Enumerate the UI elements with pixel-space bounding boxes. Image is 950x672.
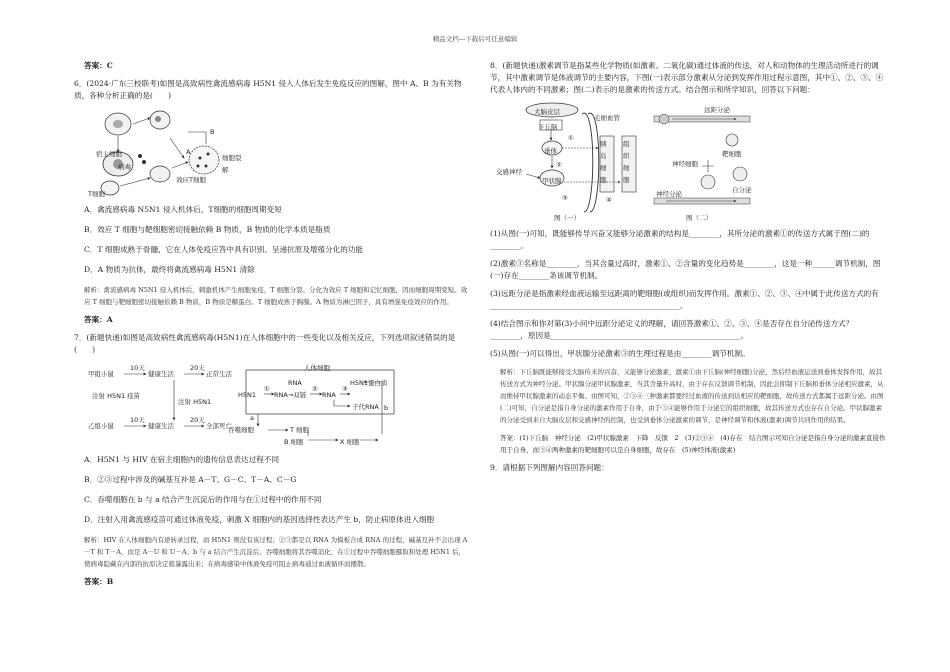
q7-stem: 7．(新题快递)如图是高致病性禽流感病毒(H5N1)在人体细胞中的一些变化以及相关反应，下列选项叙述错误的是( ) (74, 333, 456, 354)
q8-label-neuro: 神经细胞 (672, 160, 698, 168)
q8-label-target: 靶细胞 (722, 150, 742, 158)
q7-option-c: C．吞噬细胞在 b 与 a 结合产生沉淀后的作用与在①过程中的作用不同 (84, 495, 322, 504)
q7-label-rna: RNA (288, 379, 302, 387)
right-column (490, 60, 886, 480)
q6-answer: 答案：A (84, 315, 113, 324)
q7-label-healthy-a: 健康生活 (148, 370, 174, 378)
q7-label-dsrna: RNA→双链 (274, 391, 307, 399)
q8-figure (496, 102, 756, 222)
q8-capillary (582, 113, 593, 212)
q8-stem: 8．(新题快递)激素调节是指某些化学物质(如激素、二氧化碳)通过体液的传送，对人和动物体的生理活动所进行的调节，其中激素调节是体液调节的主要内容，下图(一)表示部分激素从分泌到发挥作用过程示意图，其中①、②、③、④代表人体内的不同激素；图(二)表示的是激素的传送方式。结合图示和所学知识，回答以下问题： (490, 61, 884, 94)
q8-label-n2: ② (556, 161, 562, 169)
q7-analysis: 解析：HIV 在人体细胞内有逆转录过程，而 H5N1 则没有该过程；②③都是以 RNA 为模板合成 RNA 的过程，碱基互补不会出现 A－T 和 T－A，而是 A－U 和 U－A；b 与 a 结合产生沉淀后，吞噬细胞将其吞噬消化，在①过程中吞噬细胞摄取和处理 H5N1 后，使病毒隐藏在内部的抗原决定簇暴露出来；在病毒感染中体液免疫可阻止病毒通过血液循环而播散。 (84, 536, 468, 568)
q8-label-pituitary: 垂体 (544, 147, 557, 155)
q6-effector-t-cell (150, 166, 170, 182)
q8-question-3: (3)远距分泌是指激素经血液运输至远距离的靶细胞(或组织)而发挥作用。激素①、②、③、④中属于此传送方式的有__________________________________________________。 (490, 289, 879, 310)
q7-label-xcell: X 细胞 (340, 438, 360, 446)
q7-answer: 答案：B (84, 577, 114, 586)
q8-answer: 答案：(1)下丘脑 神经分泌 (2)甲状腺激素 下降 反馈 2 (3)②③④ (4)存在 结合图示可知自分泌是指自身分泌的激素直接作用于自身，而③④两种激素的靶细胞可以是自身细胞，故存在 (5)神经体液(激素) (500, 434, 886, 454)
q7-label-days10a: 10天 (130, 364, 145, 372)
q7-label-a: a (250, 414, 254, 422)
q6-label-a: A (186, 148, 191, 156)
q8-target-cell (726, 134, 738, 146)
q6-analysis: 解析：禽流感病毒 N5N1 侵入机体后，刺激机体产生细胞免疫，T 细胞分裂、分化为效应 T 细胞和记忆细胞，因而细胞周期变短。效应 T 细胞与靶细胞密切接触依赖 B 物质，B 物质是糖蛋白。T 细胞成熟于胸腺。A 物质为淋巴因子，具有增强免疫效应的作用。 (84, 286, 468, 306)
q6-label-virus: 病毒 (118, 163, 131, 171)
page-header: 精品文档---下载后可任意编辑 (432, 35, 518, 43)
q8-question-5: (5)从图(一)可以得出，甲状腺分泌激素③的生理过程是由________调节机制。 (490, 349, 750, 358)
q6-option-c: C．T 细胞成熟于骨髓，它在人体免疫应答中具有识别、呈递抗原及增殖分化的功能 (84, 245, 364, 254)
q7-label-healthy-b: 健康生活 (148, 422, 174, 430)
q7-label-b: b (384, 404, 389, 412)
q7-option-d: D．注射入用禽流感疫苗可通过体液免疫，刺激 X 细胞内的基因选择性表达产生 b，防止病原体进入细胞 (84, 515, 435, 524)
q8-label-fig1: 图（一） (554, 214, 580, 222)
q7-label-normal: 正常生活 (206, 370, 232, 378)
q8-analysis: 解析：下丘脑既能够接受大脑传来的兴奋，又能够分泌激素，激素①由下丘脑(神经细胞)分泌，然后经血液运送到垂体发挥作用，故其传送方式为神经分泌。甲状腺分泌甲状腺激素，当其含量升高时，由于存在反馈调节机制，因此会抑制下丘脑和垂体分泌相应激素，从而维持甲状腺激素的动态平衡。由图可知，②③④三种激素都要经过血液的传送到达相应的靶细胞，故传送方式都属于远距分泌。由图(二)可知，自分泌是指自身分泌的激素作用于自身，由于③④能够作用于分泌它的组织细胞，故其传送方式也存在自分泌。甲状腺激素的分泌受到来自大脑皮层和交感神经的控制，也受到垂体分泌激素的调节，是神经调节和体液(激素)调节共同作用的结果。 (500, 368, 884, 424)
q7-label-h5n1-protein: H5N1蛋白质 (350, 379, 388, 387)
q7-label-days20a: 20天 (190, 364, 205, 372)
q6-figure (88, 108, 258, 196)
q8-neuro-cell (701, 175, 715, 189)
q6-label-lysis: 细胞裂解 (222, 154, 242, 174)
q8-auto-cell (733, 167, 747, 181)
q7-label-human-cell: 人体细胞 (304, 364, 330, 372)
q8-question-4: (4)结合图示和你对第(3)小问中远距分泌定义的理解，请回答激素①、②、③、④是否存在自分泌传送方式？________，原因是__________________________________________________。 (490, 319, 854, 340)
q8-label-n4: ④ (606, 196, 612, 204)
q6-option-d: D．A 物质为抗体，最终将禽流感病毒 H5N1 清除 (84, 265, 255, 274)
q7-label-tcell: T 细胞 (290, 426, 310, 434)
q7-label-inject-h5n1: 注射 H5N1 (178, 398, 212, 406)
q7-label-n1: ① (264, 385, 270, 393)
q8-question-2: (2)激素③名称是________，当其含量过高时，激素①、②含量的变化趋势是________，这是一种______调节机制，图(一)存在________条该调节机制。 (490, 259, 881, 280)
q7-figure (88, 362, 398, 448)
answer-top: 答案：C (84, 61, 113, 70)
q8-label-distal: 远距分泌 (704, 106, 730, 114)
q7-option-a: A．H5N1 与 HIV 在宿主细胞内的遗传信息表达过程不同 (84, 455, 280, 464)
q8-label-neurosec: 神经分泌 (656, 190, 682, 198)
q6-stem: 6．(2024·广东三校联考)如图是高致病性禽流感病毒 H5N1 侵入人体后发生免疫反应的图解，图中 A、B 为有关物质，各种分析正确的是( ) (74, 79, 462, 100)
q7-label-rna2: RNA (322, 391, 336, 399)
q7-label-mouse-b: 乙组小鼠 (88, 422, 114, 430)
q7-label-death: 全部死亡 (206, 422, 232, 430)
q7-label-n2: ② (312, 385, 318, 393)
q8-question-1: (1)从图(一)可知，既能够传导兴奋又能够分泌激素的结构是________，其所分泌的激素①的传送方式属于图(二)的________。 (490, 229, 870, 250)
q8-label-tissue: 组织细胞 (623, 140, 630, 184)
q9-stem: 9．请根据下列图解内容回答问题： (490, 463, 609, 472)
q8-label-symp: 交感神经 (496, 168, 522, 176)
q6-option-a: A．禽流感病毒 N5N1 侵入机体后，T细胞的细胞周期变短 (84, 205, 282, 214)
q6-nucleus-top (113, 120, 123, 128)
q8-label-n1: ① (568, 134, 574, 142)
q8-label-auto: 自分泌 (732, 186, 752, 194)
q7-label-bcell: B 细胞 (284, 438, 304, 446)
q6-lysed-cell (189, 146, 219, 174)
left-column (74, 60, 470, 594)
q7-option-b: B．②③过程中涉及的碱基互补是 A－T、G－C、T－A、C－G (84, 475, 297, 484)
q7-label-h5n1: H5N1 (238, 391, 257, 399)
q6-label-b: B (210, 128, 215, 136)
q8-label-cortex: 大脑皮层 (534, 108, 560, 116)
q7-label-n3: ③ (342, 385, 348, 393)
q8-label-fig2: 图（二） (686, 214, 712, 222)
q7-label-progeny: 子代RNA (352, 403, 379, 411)
q6-label-effector: 效应T细胞 (176, 176, 206, 184)
q7-label-macrophage: 吞噬细胞 (228, 426, 254, 434)
q6-option-b: B．效应 T 细胞与靶细胞密切接触依赖 B 物质，B 物质的化学本质是脂质 (84, 225, 331, 234)
q7-label-days20b: 20天 (190, 416, 205, 424)
q8-label-capillary: 毛细血管 (594, 114, 620, 122)
q8-label-hypothalamus: 下丘脑 (538, 123, 558, 131)
q7-label-days10b: 10天 (130, 416, 145, 424)
q6-label-host: 宿主细胞 (96, 150, 122, 158)
q7-label-inject-vaccine: 注射 H5N1 疫苗 (92, 392, 141, 400)
q6-label-tcell: T细胞 (88, 190, 105, 198)
q8-label-islet: 胰岛细胞 (600, 140, 607, 184)
q8-label-thyroid: 甲状腺 (542, 177, 562, 185)
q7-label-mouse-a: 甲组小鼠 (88, 370, 114, 378)
q8-label-n3: ③ (562, 194, 568, 202)
